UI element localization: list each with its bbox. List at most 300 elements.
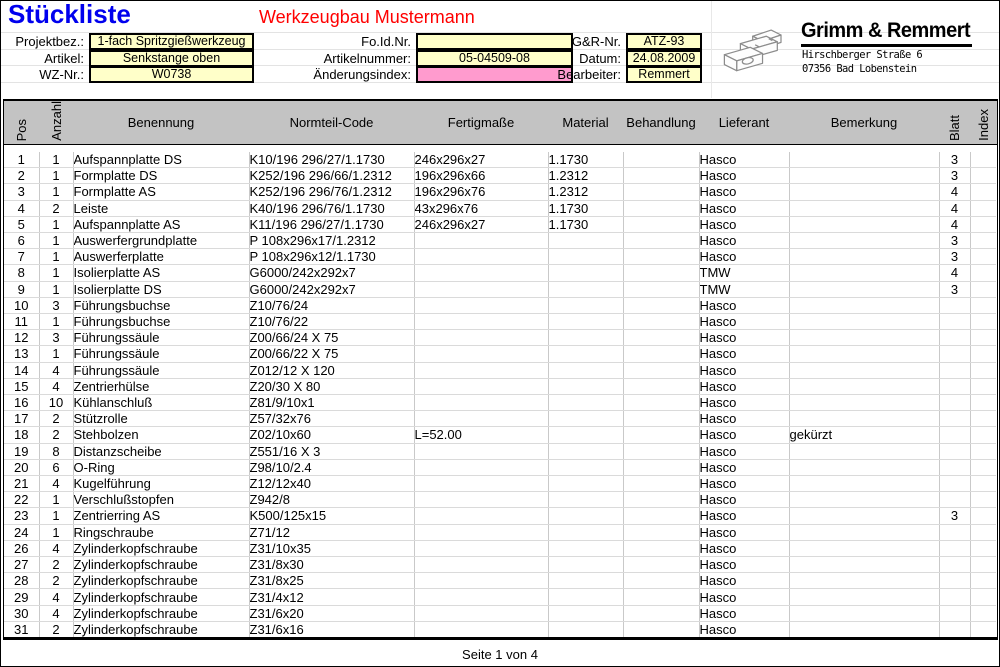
cell-anzahl: 1 — [39, 216, 73, 232]
cell-lieferant: Hasco — [699, 184, 789, 200]
cell-normteil-code: Z012/12 X 120 — [249, 362, 414, 378]
cell-lieferant: Hasco — [699, 573, 789, 589]
cell-pos: 2 — [4, 168, 39, 184]
cell-material — [548, 508, 623, 524]
cell-anzahl: 4 — [39, 540, 73, 556]
cell-bemerkung — [789, 346, 939, 362]
cell-material — [548, 232, 623, 248]
cell-blatt: 3 — [939, 232, 970, 248]
cell-fertigmasse — [414, 297, 548, 313]
cell-pos: 29 — [4, 589, 39, 605]
cell-lieferant: Hasco — [699, 168, 789, 184]
cell-blatt — [939, 330, 970, 346]
cell-benennung: Auswerferplatte — [73, 249, 249, 265]
cell-index — [970, 378, 996, 394]
grid-line — [711, 1, 712, 98]
cell-normteil-code: Z31/10x35 — [249, 540, 414, 556]
cell-bemerkung — [789, 394, 939, 410]
cell-benennung: Zylinderkopfschraube — [73, 540, 249, 556]
artikel-field[interactable]: Senkstange oben — [89, 50, 254, 67]
cell-index — [970, 330, 996, 346]
gr-nr-label: G&R-Nr. — [571, 34, 621, 49]
table-row — [4, 540, 996, 556]
cell-anzahl: 4 — [39, 378, 73, 394]
cell-normteil-code: K252/196 296/76/1.2312 — [249, 184, 414, 200]
cell-lieferant: TMW — [699, 281, 789, 297]
cell-anzahl: 4 — [39, 475, 73, 491]
cell-lieferant: Hasco — [699, 362, 789, 378]
cell-fertigmasse — [414, 346, 548, 362]
cell-bemerkung — [789, 378, 939, 394]
cell-blatt: 3 — [939, 168, 970, 184]
cell-benennung: O-Ring — [73, 459, 249, 475]
cell-bemerkung — [789, 265, 939, 281]
cell-blatt: 4 — [939, 265, 970, 281]
cell-index — [970, 184, 996, 200]
cell-pos: 17 — [4, 411, 39, 427]
cell-lieferant: Hasco — [699, 394, 789, 410]
table-row — [4, 557, 996, 573]
cell-pos: 6 — [4, 232, 39, 248]
table-row — [4, 427, 996, 443]
cell-material — [548, 557, 623, 573]
cell-material — [548, 524, 623, 540]
cell-normteil-code: K500/125x15 — [249, 508, 414, 524]
cell-behandlung — [623, 330, 699, 346]
table-row — [4, 394, 996, 410]
cell-index — [970, 508, 996, 524]
col-header-behandlung: Behandlung — [626, 115, 696, 130]
cell-behandlung — [623, 443, 699, 459]
cell-bemerkung — [789, 232, 939, 248]
cell-fertigmasse — [414, 621, 548, 637]
cell-index — [970, 297, 996, 313]
cell-index — [970, 281, 996, 297]
cell-blatt — [939, 557, 970, 573]
artikelnummer-label: Artikelnummer: — [323, 50, 411, 66]
cell-normteil-code: G6000/242x292x7 — [249, 281, 414, 297]
cell-blatt — [939, 475, 970, 491]
table-row — [4, 508, 996, 524]
cell-benennung: Stützrolle — [73, 411, 249, 427]
cell-blatt — [939, 459, 970, 475]
cell-lieferant: Hasco — [699, 605, 789, 621]
cell-bemerkung — [789, 216, 939, 232]
cell-material — [548, 621, 623, 637]
cell-blatt — [939, 443, 970, 459]
logo-address-city: 07356 Bad Lobenstein — [802, 62, 917, 75]
cell-fertigmasse — [414, 492, 548, 508]
cell-bemerkung — [789, 557, 939, 573]
cell-fertigmasse — [414, 394, 548, 410]
cell-anzahl: 4 — [39, 362, 73, 378]
cell-normteil-code: P 108x296x17/1.2312 — [249, 232, 414, 248]
cell-index — [970, 557, 996, 573]
cell-pos: 31 — [4, 621, 39, 637]
cell-normteil-code: Z20/30 X 80 — [249, 378, 414, 394]
table-row — [4, 362, 996, 378]
cell-benennung: Stehbolzen — [73, 427, 249, 443]
cell-anzahl: 2 — [39, 573, 73, 589]
cell-index — [970, 200, 996, 216]
table-row — [4, 200, 996, 216]
cell-behandlung — [623, 411, 699, 427]
cell-bemerkung — [789, 459, 939, 475]
table-row — [4, 313, 996, 329]
cell-anzahl: 4 — [39, 589, 73, 605]
cell-normteil-code: Z00/66/22 X 75 — [249, 346, 414, 362]
cell-normteil-code: Z02/10x60 — [249, 427, 414, 443]
cell-lieferant: Hasco — [699, 330, 789, 346]
cell-normteil-code: Z10/76/22 — [249, 313, 414, 329]
cell-lieferant: TMW — [699, 265, 789, 281]
cell-benennung: Zylinderkopfschraube — [73, 589, 249, 605]
cell-fertigmasse — [414, 378, 548, 394]
cell-material: 1.1730 — [548, 152, 623, 168]
cell-blatt — [939, 573, 970, 589]
cell-blatt — [939, 605, 970, 621]
cell-fertigmasse: 43x296x76 — [414, 200, 548, 216]
cell-fertigmasse — [414, 540, 548, 556]
cell-behandlung — [623, 232, 699, 248]
cell-lieferant: Hasco — [699, 411, 789, 427]
cell-material — [548, 492, 623, 508]
cell-index — [970, 168, 996, 184]
cell-material — [548, 330, 623, 346]
cell-pos: 3 — [4, 184, 39, 200]
cell-benennung: Isolierplatte DS — [73, 281, 249, 297]
cell-benennung: Zylinderkopfschraube — [73, 557, 249, 573]
cell-behandlung — [623, 313, 699, 329]
cell-behandlung — [623, 265, 699, 281]
wz-nr-field[interactable]: W0738 — [89, 66, 254, 83]
col-header-fertigmasse: Fertigmaße — [447, 115, 515, 130]
cell-blatt: 3 — [939, 249, 970, 265]
cell-benennung: Isolierplatte AS — [73, 265, 249, 281]
cell-index — [970, 313, 996, 329]
cell-lieferant: Hasco — [699, 475, 789, 491]
cell-normteil-code: K252/196 296/66/1.2312 — [249, 168, 414, 184]
aenderungsindex-label: Änderungsindex: — [313, 67, 411, 82]
cell-bemerkung — [789, 540, 939, 556]
cell-blatt — [939, 411, 970, 427]
cell-pos: 30 — [4, 605, 39, 621]
cell-blatt — [939, 346, 970, 362]
cell-material — [548, 394, 623, 410]
cell-pos: 18 — [4, 427, 39, 443]
cell-lieferant: Hasco — [699, 232, 789, 248]
cell-material — [548, 346, 623, 362]
cell-pos: 24 — [4, 524, 39, 540]
cell-anzahl: 1 — [39, 508, 73, 524]
cell-bemerkung — [789, 411, 939, 427]
cell-benennung: Führungssäule — [73, 362, 249, 378]
bearbeiter-label: Bearbeiter: — [557, 67, 621, 82]
cell-anzahl: 4 — [39, 605, 73, 621]
wz-nr-label: WZ-Nr.: — [39, 67, 84, 82]
cell-blatt — [939, 378, 970, 394]
cell-fertigmasse: 246x296x27 — [414, 152, 548, 168]
cell-bemerkung — [789, 281, 939, 297]
bearbeiter-field[interactable]: Remmert — [626, 66, 702, 83]
cell-fertigmasse — [414, 589, 548, 605]
cell-fertigmasse: 196x296x66 — [414, 168, 548, 184]
cell-pos: 27 — [4, 557, 39, 573]
cell-benennung: Leiste — [73, 200, 249, 216]
cell-behandlung — [623, 152, 699, 168]
cell-bemerkung — [789, 249, 939, 265]
table-row — [4, 443, 996, 459]
artikelnummer-field[interactable]: 05-04509-08 — [416, 50, 573, 67]
cell-material — [548, 281, 623, 297]
col-header-lieferant: Lieferant — [718, 115, 770, 130]
cell-blatt — [939, 297, 970, 313]
cell-behandlung — [623, 508, 699, 524]
cell-lieferant: Hasco — [699, 443, 789, 459]
cell-fertigmasse — [414, 313, 548, 329]
cell-benennung: Ringschraube — [73, 524, 249, 540]
cell-material — [548, 443, 623, 459]
cell-normteil-code: Z551/16 X 3 — [249, 443, 414, 459]
table-row — [4, 459, 996, 475]
cell-blatt: 4 — [939, 216, 970, 232]
company-header: Werkzeugbau Mustermann — [259, 7, 475, 27]
cell-material — [548, 475, 623, 491]
cell-index — [970, 216, 996, 232]
cell-blatt: 4 — [939, 200, 970, 216]
cell-lieferant: Hasco — [699, 524, 789, 540]
cell-normteil-code: Z31/6x16 — [249, 621, 414, 637]
cell-behandlung — [623, 492, 699, 508]
table-row — [4, 184, 996, 200]
cell-blatt — [939, 621, 970, 637]
cell-benennung: Auswerfergrundplatte — [73, 232, 249, 248]
cell-fertigmasse — [414, 330, 548, 346]
header-spacer — [4, 145, 997, 152]
cell-blatt — [939, 313, 970, 329]
cell-pos: 9 — [4, 281, 39, 297]
cell-material: 1.2312 — [548, 184, 623, 200]
cell-fertigmasse: L=52.00 — [414, 427, 548, 443]
table-row — [4, 346, 996, 362]
cell-normteil-code: P 108x296x12/1.1730 — [249, 249, 414, 265]
cell-anzahl: 1 — [39, 346, 73, 362]
cell-lieferant: Hasco — [699, 540, 789, 556]
cell-normteil-code: Z31/8x25 — [249, 573, 414, 589]
cell-pos: 7 — [4, 249, 39, 265]
cell-fertigmasse: 246x296x27 — [414, 216, 548, 232]
cell-index — [970, 443, 996, 459]
cell-anzahl: 3 — [39, 297, 73, 313]
cell-material — [548, 297, 623, 313]
gr-nr-field[interactable]: ATZ-93 — [626, 33, 702, 50]
cell-anzahl: 2 — [39, 427, 73, 443]
cell-material — [548, 540, 623, 556]
cell-index — [970, 265, 996, 281]
col-header-normteil-code: Normteil-Code — [289, 115, 374, 130]
cell-fertigmasse: 196x296x76 — [414, 184, 548, 200]
table-row — [4, 589, 996, 605]
projektbez-field[interactable]: 1-fach Spritzgießwerkzeug — [89, 33, 254, 50]
cell-normteil-code: K10/196 296/27/1.1730 — [249, 152, 414, 168]
cell-benennung: Aufspannplatte DS — [73, 152, 249, 168]
cell-bemerkung — [789, 621, 939, 637]
cell-anzahl: 8 — [39, 443, 73, 459]
cell-normteil-code: Z57/32x76 — [249, 411, 414, 427]
cell-anzahl: 1 — [39, 524, 73, 540]
cell-behandlung — [623, 378, 699, 394]
cell-material — [548, 605, 623, 621]
cell-blatt: 3 — [939, 152, 970, 168]
cell-fertigmasse — [414, 605, 548, 621]
cell-benennung: Distanzscheibe — [73, 443, 249, 459]
cell-behandlung — [623, 621, 699, 637]
cell-normteil-code: Z31/4x12 — [249, 589, 414, 605]
cell-behandlung — [623, 427, 699, 443]
cell-bemerkung — [789, 475, 939, 491]
cell-lieferant: Hasco — [699, 492, 789, 508]
fo-id-nr-label: Fo.Id.Nr. — [361, 34, 411, 49]
cell-index — [970, 621, 996, 637]
cell-benennung: Zylinderkopfschraube — [73, 621, 249, 637]
logo-company-name: Grimm & Remmert — [801, 19, 972, 47]
cell-blatt — [939, 589, 970, 605]
company-logo — [717, 9, 993, 93]
cell-fertigmasse — [414, 411, 548, 427]
cell-anzahl: 6 — [39, 459, 73, 475]
cell-fertigmasse — [414, 508, 548, 524]
artikel-label: Artikel: — [44, 50, 84, 66]
cell-anzahl: 1 — [39, 232, 73, 248]
cell-blatt — [939, 362, 970, 378]
cell-bemerkung — [789, 443, 939, 459]
cell-behandlung — [623, 589, 699, 605]
table-row — [4, 524, 996, 540]
mold-tool-logo-icon — [717, 13, 797, 94]
cell-behandlung — [623, 557, 699, 573]
cell-index — [970, 589, 996, 605]
cell-behandlung — [623, 281, 699, 297]
col-header-benennung: Benennung — [127, 115, 195, 130]
cell-pos: 10 — [4, 297, 39, 313]
cell-bemerkung — [789, 168, 939, 184]
page-title: Stückliste — [8, 0, 131, 29]
cell-index — [970, 232, 996, 248]
table-row — [4, 281, 996, 297]
cell-behandlung — [623, 346, 699, 362]
cell-pos: 12 — [4, 330, 39, 346]
cell-pos: 28 — [4, 573, 39, 589]
cell-benennung: Zylinderkopfschraube — [73, 605, 249, 621]
cell-index — [970, 459, 996, 475]
datum-label: Datum: — [579, 50, 621, 66]
cell-anzahl: 3 — [39, 330, 73, 346]
cell-bemerkung — [789, 330, 939, 346]
cell-index — [970, 573, 996, 589]
cell-bemerkung: gekürzt — [789, 427, 939, 443]
cell-fertigmasse — [414, 475, 548, 491]
cell-material — [548, 265, 623, 281]
cell-anzahl: 1 — [39, 168, 73, 184]
cell-index — [970, 152, 996, 168]
cell-pos: 19 — [4, 443, 39, 459]
cell-benennung: Formplatte AS — [73, 184, 249, 200]
cell-anzahl: 2 — [39, 411, 73, 427]
cell-behandlung — [623, 475, 699, 491]
cell-bemerkung — [789, 524, 939, 540]
cell-fertigmasse — [414, 573, 548, 589]
cell-anzahl: 1 — [39, 313, 73, 329]
cell-behandlung — [623, 216, 699, 232]
cell-benennung: Führungsbuchse — [73, 297, 249, 313]
cell-behandlung — [623, 605, 699, 621]
cell-bemerkung — [789, 492, 939, 508]
cell-benennung: Führungssäule — [73, 330, 249, 346]
cell-pos: 4 — [4, 200, 39, 216]
cell-normteil-code: Z31/6x20 — [249, 605, 414, 621]
cell-anzahl: 2 — [39, 200, 73, 216]
table-row — [4, 330, 996, 346]
cell-lieferant: Hasco — [699, 557, 789, 573]
col-header-pos: Pos — [14, 118, 29, 141]
cell-normteil-code: Z942/8 — [249, 492, 414, 508]
cell-behandlung — [623, 249, 699, 265]
cell-bemerkung — [789, 362, 939, 378]
table-row — [4, 265, 996, 281]
cell-pos: 23 — [4, 508, 39, 524]
cell-normteil-code: Z81/9/10x1 — [249, 394, 414, 410]
cell-lieferant: Hasco — [699, 249, 789, 265]
page-indicator: Seite 1 von 4 — [462, 647, 538, 662]
cell-behandlung — [623, 540, 699, 556]
cell-index — [970, 411, 996, 427]
cell-material — [548, 589, 623, 605]
cell-material — [548, 427, 623, 443]
cell-lieferant: Hasco — [699, 621, 789, 637]
table-row — [4, 621, 996, 637]
cell-blatt — [939, 394, 970, 410]
table-row — [4, 297, 996, 313]
cell-behandlung — [623, 184, 699, 200]
cell-material — [548, 362, 623, 378]
datum-field[interactable]: 24.08.2009 — [626, 50, 702, 67]
cell-benennung: Zylinderkopfschraube — [73, 573, 249, 589]
cell-index — [970, 475, 996, 491]
table-row — [4, 232, 996, 248]
cell-bemerkung — [789, 589, 939, 605]
cell-pos: 15 — [4, 378, 39, 394]
cell-lieferant: Hasco — [699, 297, 789, 313]
cell-pos: 14 — [4, 362, 39, 378]
cell-normteil-code: K11/196 296/27/1.1730 — [249, 216, 414, 232]
cell-lieferant: Hasco — [699, 508, 789, 524]
cell-behandlung — [623, 394, 699, 410]
cell-lieferant: Hasco — [699, 346, 789, 362]
cell-benennung: Kühlanschluß — [73, 394, 249, 410]
cell-index — [970, 249, 996, 265]
cell-anzahl: 10 — [39, 394, 73, 410]
cell-normteil-code: Z00/66/24 X 75 — [249, 330, 414, 346]
cell-pos: 11 — [4, 313, 39, 329]
projektbez-label: Projektbez.: — [15, 34, 84, 49]
cell-pos: 21 — [4, 475, 39, 491]
table-row — [4, 492, 996, 508]
cell-material: 1.1730 — [548, 216, 623, 232]
cell-blatt — [939, 492, 970, 508]
cell-index — [970, 394, 996, 410]
cell-behandlung — [623, 168, 699, 184]
cell-bemerkung — [789, 313, 939, 329]
